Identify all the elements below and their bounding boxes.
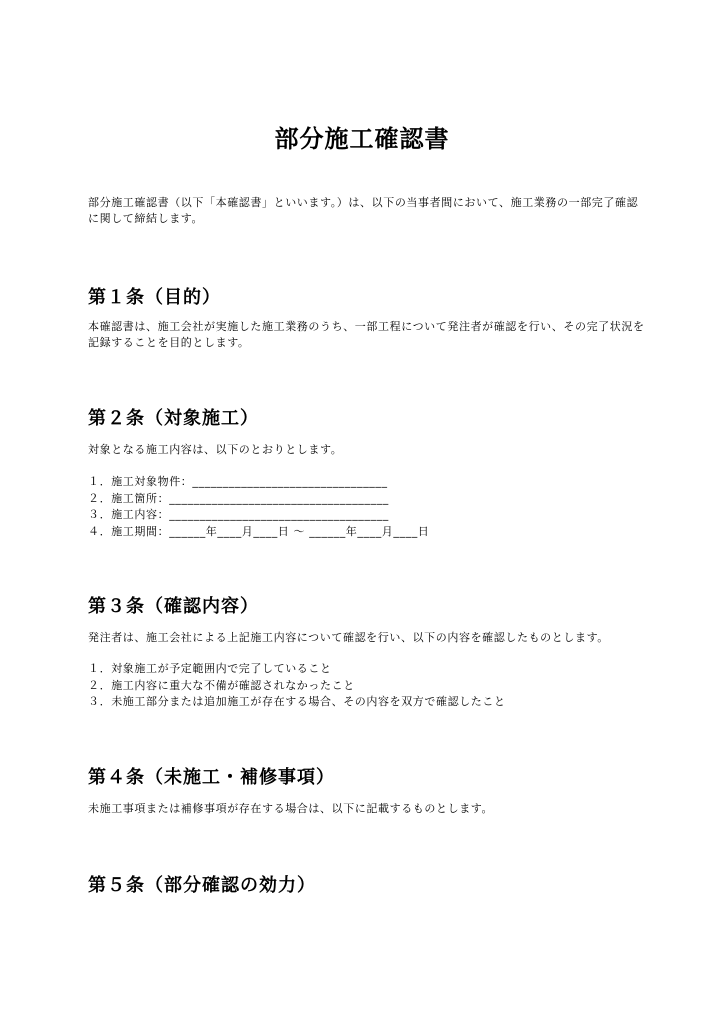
list-item: ２．施工箇所：____________________________________	[88, 491, 389, 505]
article-4-heading: 第４条（未施工・補修事項）	[88, 767, 335, 788]
article-3-heading: 第３条（確認内容）	[88, 596, 259, 617]
list-item: ２．施工内容に重大な不備が確認されなかったこと	[88, 678, 355, 692]
article-1-body: 本確認書は、施工会社が実施した施工業務のうち、一部工程について発注者が確認を行い、その完了状況を記録することを目的とします。	[88, 320, 645, 349]
list-item: １．対象施工が予定範囲内で完了していること	[88, 662, 332, 675]
article-2-heading: 第２条（対象施工）	[88, 408, 259, 429]
article-2-body: 対象となる施工内容は、以下のとおりとします。	[88, 443, 343, 456]
article-1-heading: 第１条（目的）	[88, 287, 221, 308]
intro-paragraph: 部分施工確認書（以下「本確認書」といいます。）は、以下の当事者間において、施工業務の一部完了確認に関して締結します。	[88, 196, 639, 225]
list-item: ３．未施工部分または追加施工が存在する場合、その内容を双方で確認したこと	[88, 695, 506, 708]
article-3-list	[88, 661, 648, 711]
document-title: 部分施工確認書	[274, 125, 450, 153]
article-4-body: 未施工事項または補修事項が存在する場合は、以下に記載するものとします。	[88, 802, 494, 815]
list-item: ３．施工内容：____________________________________	[88, 508, 389, 521]
list-item: ４．施工期間：______年____月____日 ～ ______年____月____日	[88, 524, 430, 538]
article-2-list	[88, 474, 648, 540]
article-5-heading: 第５条（部分確認の効力）	[88, 875, 316, 896]
article-3-body: 発注者は、施工会社による上記施工内容について確認を行い、以下の内容を確認したものとします。	[88, 631, 609, 644]
list-item: １．施工対象物件：________________________________	[88, 475, 388, 488]
